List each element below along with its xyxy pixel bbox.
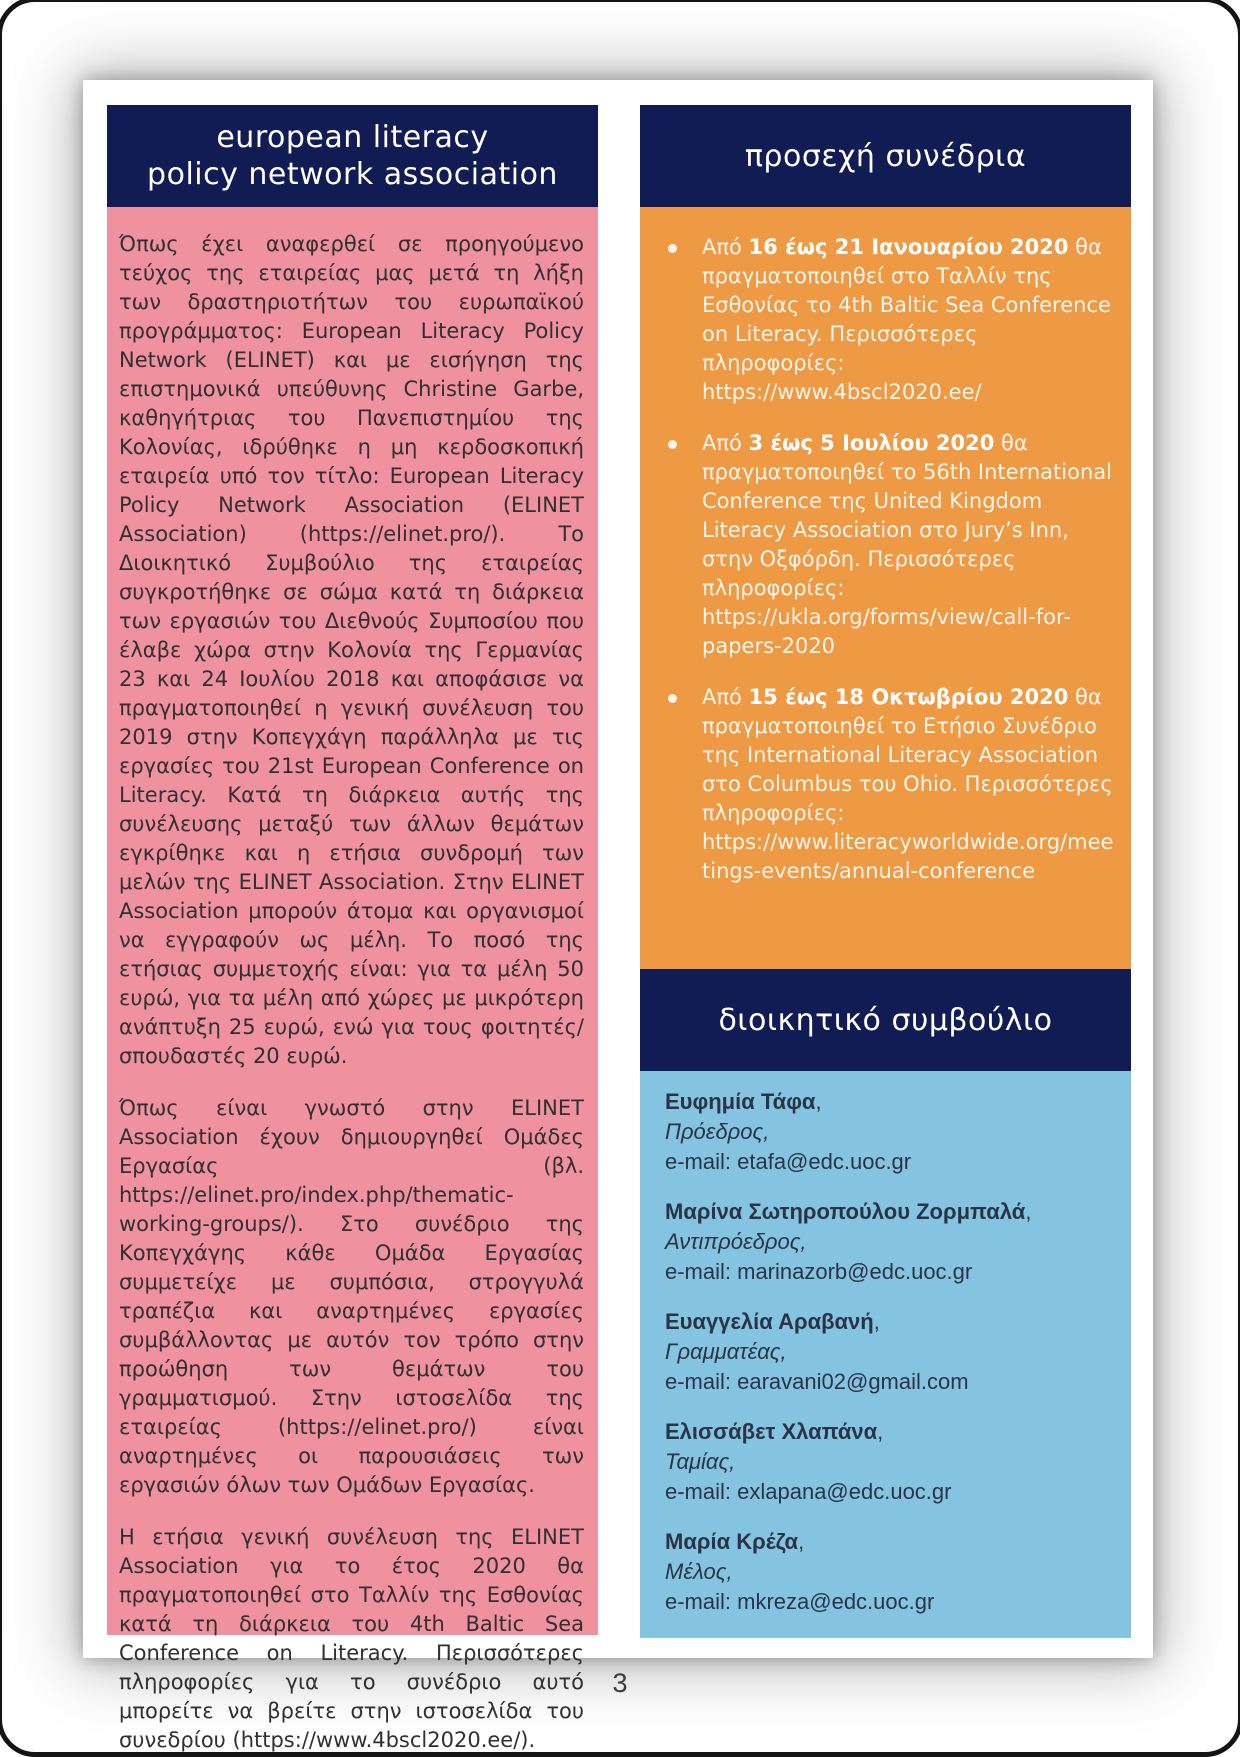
member-name: Μαρίνα Σωτηροπούλου Ζορμπαλά, (665, 1199, 1032, 1224)
member-name: Ευαγγελία Αραβανή, (665, 1309, 880, 1334)
conference-item-body: θα πραγματοποιηθεί το 56th International Conference της United Kingdom Literacy Association στο Jury’s Inn, στην Οξφόρδη. Περισσότερες πληροφορίες: (702, 431, 1112, 600)
board-list (640, 1071, 1131, 1638)
conference-item-dates: 15 έως 18 Οκτωβρίου 2020 (748, 685, 1069, 709)
member-role: Αντιπρόεδρος, (665, 1229, 807, 1254)
page-number: 3 (612, 1668, 628, 1698)
conference-item-body: θα πραγματοποιηθεί στο Ταλλίν της Εσθονίας το 4th Baltic Sea Conference on Literacy. Περισσότερες πληροφορίες: (702, 235, 1111, 375)
association-header-line1: european literacy (216, 120, 489, 155)
article-paragraph: Όπως έχει αναφερθεί σε προηγούμενο τεύχος της εταιρείας μας μετά τη λήξη των δραστηριοτήτων του ευρωπαϊκού προγράμματος: European Literacy Policy Network (ELINET) και με εισήγηση της επιστημονικά υπεύθυνης Christine Garbe, καθηγήτριας του Πανεπιστημίου της Κολονίας, ιδρύθηκε η μη κερδοσκοπική εταιρεία υπό τον τίτλο: European Literacy Policy Network Association (ELINET Association) (https://elinet.pro/). Το Διοικητικό Συμβούλιο της εταιρείας συγκροτήθηκε σε σώμα κατά τη διάρκεια των εργασιών του Διεθνούς Συμποσίου που έλαβε χώρα στην Κολονία της Γερμανίας 23 και 24 Ιουλίου 2018 και αποφάσισε να πραγματοποιηθεί η γενική συνέλευση του 2019 στην Κοπεγχάγη παράλληλα με τις εργασίες του 21st European Conference on Literacy. Κατά τη διάρκεια αυτής της συνέλευσης μεταξύ των άλλων θεμάτων εγκρίθηκε και η ετήσια συνδρομή των μελών της ELINET Association. Στην ELINET Association μπορούν άτομα και οργανισμοί να εγγραφούν ως μέλη. Το ποσό της ετήσιας συμμετοχής είναι: για τα μέλη 50 ευρώ, για τα μέλη από χώρες με μικρότερη ανάπτυξη 25 ευρώ, ενώ για τους φοιτητές/ σπουδαστές 20 ευρώ. (119, 232, 584, 1068)
board-member (665, 1197, 1121, 1287)
member-name: Ευφημία Τάφα, (665, 1089, 822, 1114)
conference-item-dates: 3 έως 5 Ιουλίου 2020 (748, 431, 995, 455)
conference-item-text (702, 683, 1119, 886)
member-email: e-mail: marinazorb@edc.uoc.gr (665, 1259, 973, 1284)
board-member (665, 1307, 1121, 1397)
conference-item (668, 233, 1119, 407)
board-header-title: διοικητικό συμβούλιο (718, 1002, 1053, 1038)
bullet-icon (668, 683, 702, 886)
member-role: Γραμματέας, (665, 1339, 787, 1364)
right-column (640, 105, 1131, 1638)
conferences-list (640, 207, 1131, 969)
board-member (665, 1417, 1121, 1507)
member-email: e-mail: earavani02@gmail.com (665, 1369, 969, 1394)
conference-item-dates: 16 έως 21 Ιανουαρίου 2020 (748, 235, 1069, 259)
member-name: Ελισσάβετ Χλαπάνα, (665, 1419, 884, 1444)
conference-item (668, 683, 1119, 886)
bullet-icon (668, 429, 702, 661)
member-email: e-mail: etafa@edc.uoc.gr (665, 1149, 912, 1174)
conference-item-pre: Από (702, 431, 749, 455)
member-email: e-mail: mkreza@edc.uoc.gr (665, 1589, 935, 1614)
association-article (107, 207, 598, 1752)
board-header (640, 969, 1131, 1071)
conferences-header-title: προσεχή συνέδρια (744, 138, 1027, 174)
conference-item-pre: Από (702, 685, 749, 709)
conference-link[interactable]: https://www.4bscl2020.ee/ (702, 380, 982, 404)
conference-link[interactable]: https://ukla.org/forms/view/call-for-papers-2020 (702, 605, 1071, 658)
conference-item-text (702, 233, 1119, 407)
article-paragraph: Όπως είναι γνωστό στην ELINET Association έχουν δημιουργηθεί Ομάδες Εργασίας (βλ. https://elinet.pro/index.php/thematic-working-groups/). Στο συνέδριο της Κοπεγχάγης κάθε Ομάδα Εργασίας συμμετείχε με συμπόσια, στρογγυλά τραπέζια και αναρτημένες εργασίες συμβάλλοντας με αυτόν τον τρόπο στην προώθηση των θεμάτων του γραμματισμού. Στην ιστοσελίδα της εταιρείας (https://elinet.pro/) είναι αναρτημένες οι παρουσιάσεις των εργασιών όλων των Ομάδων Εργασίας. (119, 1096, 584, 1497)
board-member (665, 1527, 1121, 1617)
newsletter-sheet (83, 80, 1153, 1752)
board-member (665, 1087, 1121, 1177)
member-email: e-mail: exlapana@edc.uoc.gr (665, 1479, 952, 1504)
member-name: Μαρία Κρέζα, (665, 1529, 805, 1554)
conferences-header (640, 105, 1131, 207)
association-header (107, 105, 598, 207)
association-header-line2: policy network association (147, 157, 558, 192)
conference-item (668, 429, 1119, 661)
member-role: Πρόεδρος, (665, 1119, 770, 1144)
article-paragraph: Η ετήσια γενική συνέλευση της ELINET Association για το έτος 2020 θα πραγματοποιηθεί στο Ταλλίν της Εσθονίας κατά τη διάρκεια του 4th Baltic Sea Conference on Literacy. Περισσότερες πληροφορίες για το συνέδριο αυτό μπορείτε να βρείτε στην ιστοσελίδα του συνεδρίου (https://www.4bscl2020.ee/). (119, 1525, 584, 1752)
conference-link[interactable]: https://www.literacyworldwide.org/meetings-events/annual-conference (702, 830, 1114, 883)
conference-item-pre: Από (702, 235, 749, 259)
conference-item-body: θα πραγματοποιηθεί το Ετήσιο Συνέδριο της International Literacy Association στο Columbus του Ohio. Περισσότερες πληροφορίες: (702, 685, 1113, 825)
left-column (107, 105, 598, 1752)
bullet-icon (668, 233, 702, 407)
member-role: Ταμίας, (665, 1449, 736, 1474)
member-role: Μέλος, (665, 1559, 733, 1584)
conference-item-text (702, 429, 1119, 661)
